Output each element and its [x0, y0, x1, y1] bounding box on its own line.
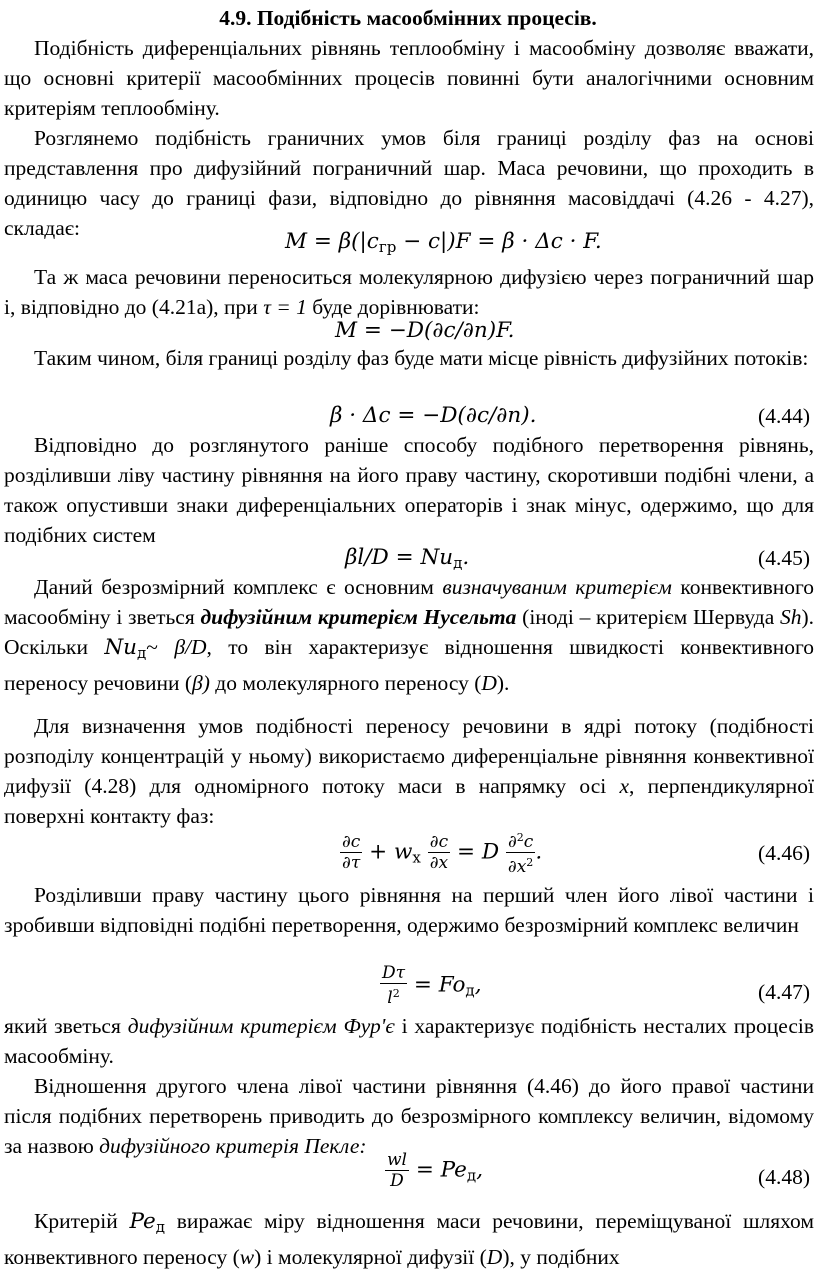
paragraph-7: Для визначення умов подібності переносу речовини в ядрі потоку (подібності розподілу концентрацій у ньому) використаємо диференціальне рівняння конвективної дифузії (4.28) для одномірного потоку маси в напрямку осі x, перпендикулярної поверхні контакту фаз:	[4, 714, 815, 828]
equation-number: (4.44)	[758, 404, 810, 428]
paragraph-2: Розглянемо подібність граничних умов біля границі розділу фаз на основі представлення про дифузійний пограничний шар. Маса речовини, що проходить в одиницю часу до границі фази, відповідно до рівняння масовіддачі (4.26 - 4.27), складає:	[4, 126, 814, 240]
equation-4-48: $\frac{wl}{D}$ = $Pe_д$, (4.48)	[387, 1150, 810, 1191]
equation-number: (4.46)	[758, 841, 810, 865]
paragraph-10: Відношення другого члена лівої частини рівняння (4.46) до його правої частини після подібних перетворень приводить до безрозмірного комплексу величин, відомому за назвою дифузійного критерія Пекле:	[4, 1074, 814, 1158]
equation-4-47: $\frac{D\tau}{l^2}$ = $Fo_д$, (4.47)	[382, 963, 810, 1009]
paragraph-8: Розділивши праву частину цього рівняння на перший член його лівої частини і зробивши відповідні подібні перетворення, одержимо безрозмірний комплекс величин	[4, 883, 814, 937]
equation-number: (4.45)	[758, 546, 810, 570]
paragraph-5: Відповідно до розглянутого раніше способу подібного перетворення рівнянь, розділивши ліву частину рівняння на його праву частину, скоротивши подібні члени, а також опустивши знаки диференціальних операторів і знак мінус, одержимо, що для подібних систем	[4, 433, 814, 547]
paragraph-9: який зветься дифузійним критерієм Фур'є і характеризує подібність несталих процесів масообміну.	[4, 1014, 815, 1068]
paragraph-4: Таким чином, біля границі розділу фаз буде мати місце рівність дифузійних потоків:	[34, 346, 809, 370]
equation-4-46: $\frac{\partial c}{\partial\tau}$ + $w_x$ $\frac{\partial c}{\partial x}$ = D $\frac{\partial^2c}{\partial x^2}$ . (4.46)	[342, 831, 810, 878]
paragraph-1: Подібність диференціальних рівнянь теплообміну і масообміну дозволяє вважати, що основні критерії масообмінних процесів повинні бути аналогічними основним критеріям теплообміну.	[4, 36, 814, 120]
paragraph-11: Критерій $Pe_д$ виражає міру відношення маси речовини, переміщуваної шляхом конвективного переносу (w) і молекулярної дифузії (D), у подібних	[4, 1209, 815, 1269]
paragraph-3: Та ж маса речовини переноситься молекулярною дифузією через пограничний шар і, відповідно до (4.21а), при τ = 1 буде дорівнювати:	[4, 265, 814, 319]
section-heading: 4.9. Подібність масообмінних процесів.	[219, 6, 597, 30]
document-page: 4.9. Подібність масообмінних процесів. Подібність диференціальних рівнянь теплообміну і масообміну дозволяє вважати, що основні критерії масообмінних процесів повинні бути аналогічними основним критеріям теплообміну. Розглянемо подібність граничних умов біля границі розділу фаз на основі представлення про дифузійний пограничний шар. Маса речовини, що проходить в одиницю часу до границі фази, відповідно до рівняння масовіддачі (4.26 - 4.27), складає: $M = \beta(|c_{гр} - c|)F = \beta \cdot \Delta c \cdot F$. Та ж маса речовини переноситься молекулярною дифузією через пограничний шар і, відповідно до (4.21а), при τ = 1 буде дорівнювати: M = −D(∂c/∂n)F. Таким чином, біля границі розділу фаз буде мати місце рівність дифузійних потоків: β · Δc = −D(∂c/∂n). (4.44) Відповідно до розглянутого раніше способу подібного перетворення рівнянь, розділивши ліву частину рівняння на його праву частину, скоротивши подібні члени, а також опустивши знаки диференціальних операторів і знак мінус, одержимо, що для подібних систем $\beta l/D = Nu_д$. (4.45) Даний безрозмірний комплекс є основним визначуваним критерієм конвективного масообміну і зветься дифузійним критерієм Нусельта (іноді – критерієм Шервуда Sh). Оскільки $Nu_д\sim$ β/D, то він характеризує відношення швидкості конвективного переносу речовини (β) до молекулярного переносу (D). Для визначення умов подібності переносу речовини в ядрі потоку (подібності розподілу концентрацій у ньому) використаємо диференціальне рівняння конвективної дифузії (4.28) для одномірного потоку маси в напрямку осі x, перпендикулярної поверхні контакту фаз: $\frac{\partial c}{\partial\tau}$ + $w_x$ $\frac{\partial c}{\partial x}$ = D $\frac{\partial^2c}{\partial x^2}$ . (4.46) Розділивши праву частину цього рівняння на перший член його лівої частини і зробивши відповідні подібні перетворення, одержимо безрозмірний комплекс величин $\frac{D\tau}{l^2}$ = $Fo_д$, (4.47) який зветься дифузійним критерієм Фур'є і характеризує подібність несталих процесів масообміну. Відношення другого члена лівої частини рівняння (4.46) до його правої частини після подібних перетворень приводить до безрозмірного комплексу величин, відомому за назвою дифузійного критерія Пекле: $\frac{wl}{D}$ = $Pe_д$, (4.48) Критерій $Pe_д$ виражає міру відношення маси речовини, переміщуваної шляхом конвективного переносу (w) і молекулярної дифузії (D), у подібних	[0, 0, 816, 1265]
equation-number: (4.47)	[758, 980, 810, 1004]
paragraph-6: Даний безрозмірний комплекс є основним визначуваним критерієм конвективного масообміну і зветься дифузійним критерієм Нусельта (іноді – критерієм Шервуда Sh). Оскільки $Nu_д\sim$ β/D, то він характеризує відношення швидкості конвективного переносу речовини (β) до молекулярного переносу (D).	[4, 575, 815, 695]
equation-number: (4.48)	[758, 1165, 810, 1189]
